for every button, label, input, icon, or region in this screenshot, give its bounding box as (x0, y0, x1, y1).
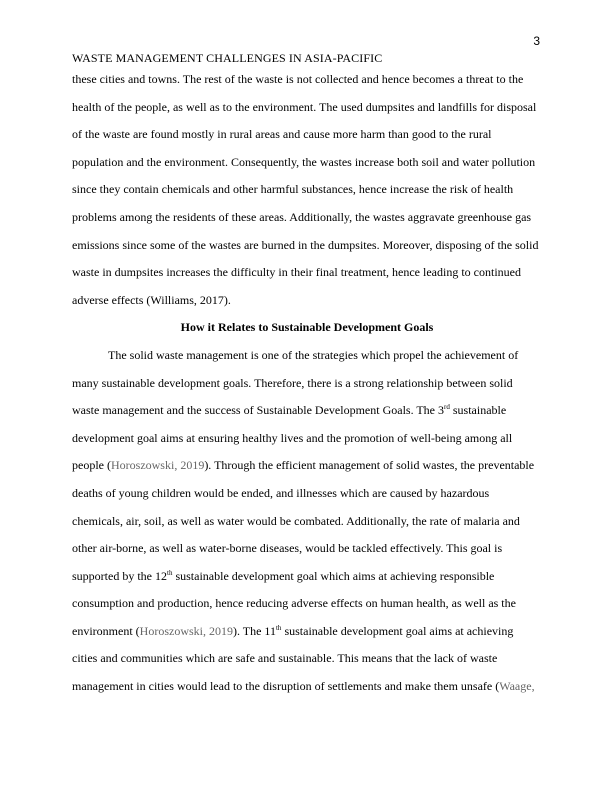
citation-link[interactable]: Horoszowski, 2019 (139, 623, 233, 638)
citation-link[interactable]: Horoszowski, 2019 (110, 458, 205, 473)
text-line: The solid waste management is one of the strategies which propel the achievement of (108, 347, 519, 362)
paragraph-2 (72, 342, 542, 701)
text-line: many sustainable development goals. Therefore, there is a strong relationship between solid (72, 375, 513, 390)
text-line: supported by the 12th sustainable development goal which aims at achieving responsible (72, 568, 495, 583)
text-line: adverse effects (Williams, 2017). (72, 292, 231, 307)
text-line: people (Horoszowski, 2019). Through the efficient management of solid wastes, the preventable (72, 458, 535, 473)
text-line: chemicals, air, soil, as well as water would be combated. Additionally, the rate of malaria and (72, 513, 520, 528)
text-line: management in cities would lead to the disruption of settlements and make them unsafe (Waage, (72, 679, 535, 694)
citation-link[interactable]: Waage, (499, 679, 535, 694)
document-body (72, 66, 542, 701)
text-line: of the waste are found mostly in rural areas and cause more harm than good to the rural (72, 127, 492, 142)
text-line: development goal aims at ensuring healthy lives and the promotion of well-being among all (72, 430, 513, 445)
paragraph-1 (72, 66, 542, 314)
text-line: cities and communities which are safe and sustainable. This means that the lack of waste (72, 651, 498, 666)
text-line: these cities and towns. The rest of the waste is not collected and hence becomes a threat to the (72, 72, 524, 86)
text-line: environment (Horoszowski, 2019). The 11th sustainable development goal aims at achieving (72, 623, 514, 638)
text-line: waste management and the success of Sustainable Development Goals. The 3rd sustainable (72, 403, 507, 418)
text-line: health of the people, as well as to the environment. The used dumpsites and landfills for disposal (72, 99, 537, 114)
text-line: since they contain chemicals and other harmful substances, hence increase the risk of health (72, 182, 514, 197)
text-line: population and the environment. Consequently, the wastes increase both soil and water pollution (72, 154, 536, 169)
text-line: other air-borne, as well as water-borne diseases, would be tackled effectively. This goal is (72, 541, 503, 556)
ordinal-superscript: th (167, 568, 173, 577)
page-number: 3 (533, 34, 540, 48)
section-heading: How it Relates to Sustainable Development Goals (180, 320, 434, 335)
text-line: deaths of young children would be ended, and illnesses which are caused by hazardous (72, 485, 490, 500)
ordinal-superscript: th (275, 623, 282, 632)
running-head: WASTE MANAGEMENT CHALLENGES IN ASIA-PACIFIC (72, 51, 383, 65)
text-line: waste in dumpsites increases the difficulty in their final treatment, hence leading to continued (72, 265, 521, 280)
text-line: consumption and production, hence reducing adverse effects on human health, as well as the (72, 596, 516, 611)
text-line: emissions since some of the wastes are burned in the dumpsites. Moreover, disposing of the solid (72, 237, 539, 252)
text-line: problems among the residents of these areas. Additionally, the wastes aggravate greenhouse gas (72, 209, 532, 224)
ordinal-superscript: rd (444, 403, 450, 412)
